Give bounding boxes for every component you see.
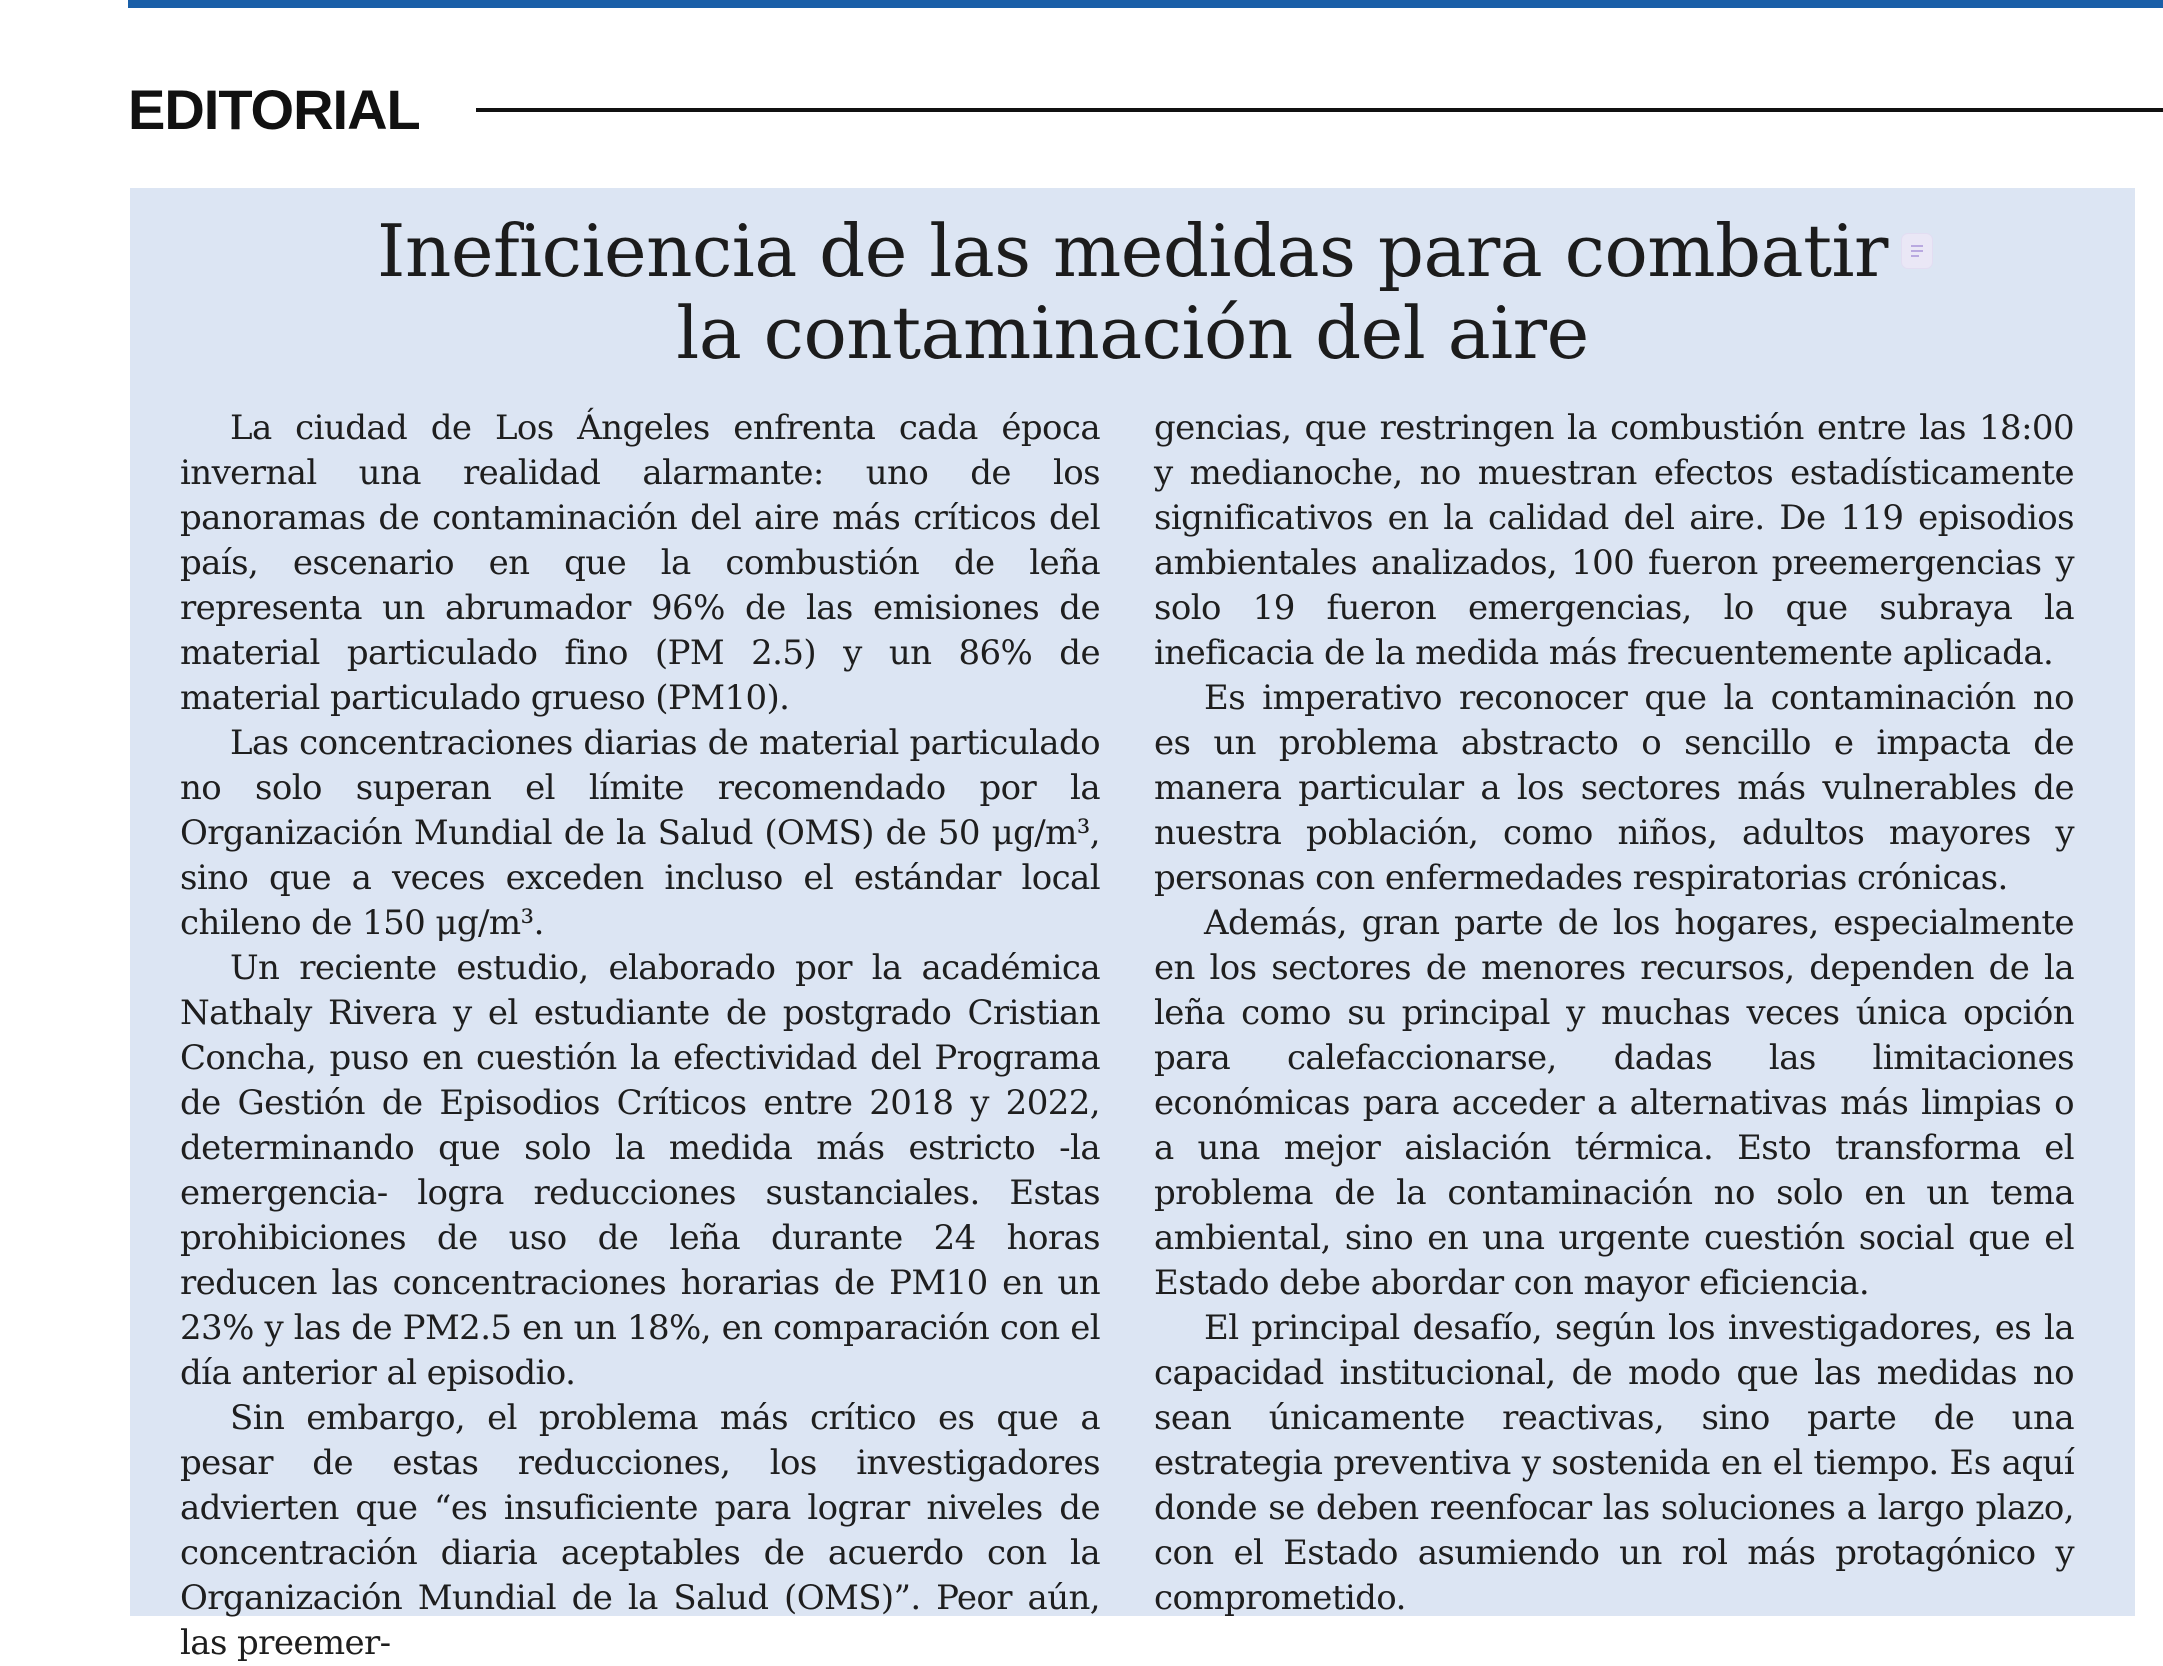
paragraph-6: Además, gran parte de los hogares, especialmente en los sectores de menores recursos, dependen de la leña como su principal y muchas veces única opción para calefaccionarse, dadas las limitaciones económicas para acceder a alternativas más limpias o a una mejor aislación térmica. Esto transforma el problema de la contaminación no solo en un tema ambiental, sino en una urgente cuestión social que el Estado debe abordar con mayor eficiencia. — [1154, 903, 2074, 1303]
top-accent-rule — [128, 0, 2163, 8]
headline — [130, 210, 2135, 374]
editorial-box — [130, 188, 2135, 1663]
paragraph-1: La ciudad de Los Ángeles enfrenta cada época invernal una realidad alarmante: uno de los panoramas de contaminación del aire más críticos del país, escenario en que la combustión de leña representa un abrumador 96% de las emisiones de material particulado fino (PM 2.5) y un 86% de material particulado grueso (PM10). — [180, 408, 1100, 718]
paragraph-4-continued: gencias, que restringen la combustión entre las 18:00 y medianoche, no muestran efectos estadísticamente significativos en la calidad del aire. De 119 episodios ambientales analizados, 100 fueron preemergencias y solo 19 fueron emergencias, lo que subraya la ineficacia de la medida más frecuentemente aplicada. — [1154, 408, 2074, 673]
headline-line-2: la contaminación del aire — [676, 291, 1589, 375]
paragraph-7: El principal desafío, según los investigadores, es la capacidad institucional, de modo que las medidas no sean únicamente reactivas, sino parte de una estrategia preventiva y sostenida en el tiempo. Es aquí donde se deben reenfocar las soluciones a largo plazo, con el Estado asumiendo un rol más protagónico y comprometido. — [1154, 1308, 2074, 1618]
headline-line-1: Ineficiencia de las medidas para combatir — [377, 209, 1888, 293]
section-divider-line — [476, 108, 2163, 112]
paragraph-4: Sin embargo, el problema más crítico es que a pesar de estas reducciones, los investigadores advierten que “es insuficiente para lograr niveles de concentración diaria aceptables de acuerdo con la Organización Mundial de la Salud (OMS)”. Peor aún, las preemer- — [180, 1398, 1100, 1663]
paragraph-5: Es imperativo reconocer que la contaminación no es un problema abstracto o sencillo e impacta de manera particular a los sectores más vulnerables de nuestra población, como niños, adultos mayores y personas con enfermedades respiratorias crónicas. — [1154, 678, 2074, 898]
column-left — [180, 406, 1100, 1666]
section-label: EDITORIAL — [128, 78, 420, 141]
paragraph-3: Un reciente estudio, elaborado por la académica Nathaly Rivera y el estudiante de postgrado Cristian Concha, puso en cuestión la efectividad del Programa de Gestión de Episodios Críticos entre 2018 y 2022, determinando que solo la medida más estricto -la emergencia- logra reducciones sustanciales. Estas prohibiciones de uso de leña durante 24 horas reducen las concentraciones horarias de PM10 en un 23% y las de PM2.5 en un 18%, en comparación con el día anterior al episodio. — [180, 948, 1100, 1393]
paragraph-2: Las concentraciones diarias de material particulado no solo superan el límite recomendado por la Organización Mundial de la Salud (OMS) de 50 μg/m³, sino que a veces exceden incluso el estándar local chileno de 150 μg/m³. — [180, 723, 1100, 943]
section-header — [128, 72, 2163, 148]
note-icon[interactable] — [1902, 234, 1932, 268]
article-body — [180, 406, 2105, 1663]
column-right — [1154, 406, 2074, 1621]
